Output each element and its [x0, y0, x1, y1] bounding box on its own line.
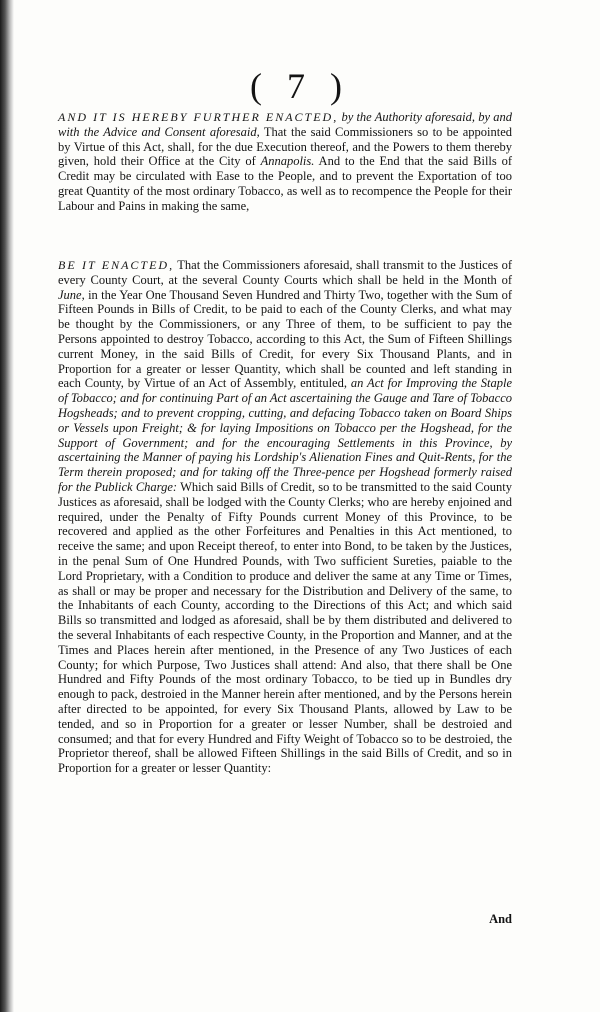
paragraph1-text-a: That the said Commissioners so to be appointed by Virtue of this Act, shall, for the due Execution thereof, and the Powers to them thereby given, hold their Office at the City of: [58, 124, 512, 169]
paragraph1-opening-caps: AND IT IS HEREBY FURTHER ENACTED,: [58, 110, 339, 124]
paragraph1-city: Annapolis.: [260, 154, 315, 169]
paragraph1-text-b: And to the End that the said Bills of Credit may be circulated with Ease to the People, and to prevent the Exportation of too great Quantity of the most ordinary Tobacco, as well as to recompence the People for their Labour and Pains in making the same,: [58, 154, 512, 213]
paragraph2-text-a: That the Commissioners aforesaid, shall transmit to the Justices of every County Court, at the several County Courts which shall be held in the Month of: [58, 258, 512, 287]
paragraph-bills-of-credit: [58, 258, 512, 776]
paragraph-enacting-office: [58, 110, 512, 214]
catchword: And: [489, 912, 512, 926]
paragraph2-month: June,: [58, 287, 85, 302]
book-spine-shadow: [0, 0, 14, 1012]
page-number: ( 7 ): [250, 66, 350, 106]
paragraph2-opening-caps: BE IT ENACTED,: [58, 258, 175, 272]
paragraph2-act-title: an Act for Improving the Staple of Tobacco; and for continuing Part of an Act ascertaining the Gauge and Tare of Tobacco Hogsheads; and to prevent cropping, cutting, and defacing Tobacco taken on Board Ships or Vessels upon Freight; & for laying Impositions on Tobacco per the Hogshead, for the Support of Government; and for the encouraging Settlements in this Province, by ascertaining the Manner of paying his Lordship's Alienation Fines and Quit-Rents, for the Term therein proposed; and for taking off the Three-pence per Hogshead formerly raised for the Publick Charge:: [58, 376, 512, 494]
paragraph2-text-c: Which said Bills of Credit, so to be transmitted to the said County Justices as aforesaid, shall be lodged with the County Clerks; who are hereby enjoined and required, under the Penalty of Fifty Pounds current Money of this Province, to be recovered and applied as the other Forfeitures and Penalties in this Act mentioned, to receive the same; and upon Receipt thereof, to enter into Bond, to be taken by the Justices, in the penal Sum of One Hundred Pounds, with Two sufficient Sureties, paiable to the Lord Proprietary, with a Condition to produce and deliver the same at any Time or Times, as shall or may be proper and necessary for the Distribution and Delivery of the same, to the Inhabitants of each County, according to the Directions of this Act; and which said Bills so transmitted and lodged as aforesaid, shall be by them distributed and delivered to the several Inhabitants of each respective County, in the Proportion and Manner, and at the Times and Places herein after mentioned, in the Presence of any Two Justices of each County; for which Purpose, Two Justices shall attend: And also, that there shall be One Hundred and Fifty Pounds of the most ordinary Tobacco, to be tied up in Bundles dry enough to pack, destroied in the Manner herein after mentioned, and by the Persons herein after directed to be appointed, for every Six Thousand Plants, allowed by Law to be tended, and so in Proportion for a greater or lesser Number, shall be destroied and consumed; and that for every Hundred and Fifty Weight of Tobacco so to be destroied, the Proprietor thereof, shall be allowed Fifteen Shillings in the said Bills of Credit, and so in Proportion for a greater or lesser Quantity:: [58, 479, 512, 776]
paragraph2-text-b: in the Year One Thousand Seven Hundred and Thirty Two, together with the Sum of Fifteen Pounds in Bills of Credit, to be paid to each of the County Clerks, and what may be thought by the Commissioners, or any Three of them, to be sufficient to pay the Persons appointed to destroy Tobacco, according to this Act, the Sum of Fifteen Shillings current Money, in the said Bills of Credit, for every Six Thousand Plants, and in Proportion for a greater or lesser Quantity, which shall be counted and left standing in each County, by Virtue of an Act of Assembly, entituled,: [58, 287, 513, 391]
paragraph1-opening-italic: by the Authority aforesaid, by and with the Advice and Consent aforesaid,: [58, 110, 512, 139]
